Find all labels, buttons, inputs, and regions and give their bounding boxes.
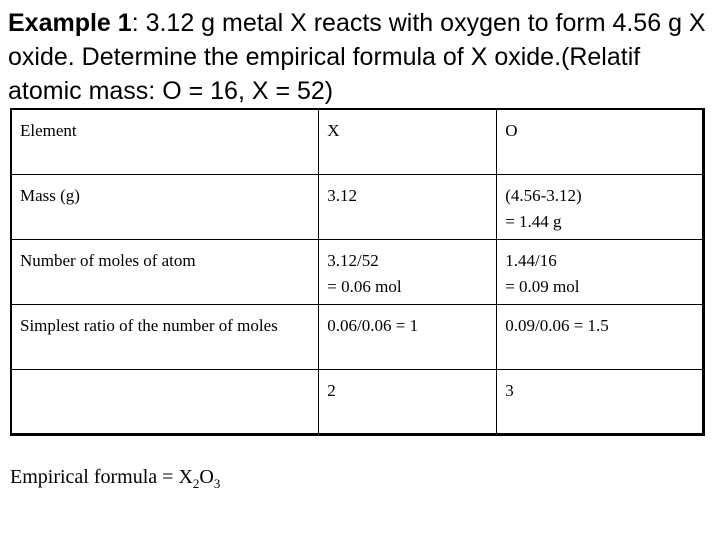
empirical-formula — [10, 466, 220, 492]
table-cell — [319, 239, 497, 304]
cell-line: = 0.09 mol — [505, 276, 580, 296]
table-cell: 2 — [319, 369, 497, 434]
table-row — [11, 109, 704, 174]
table-cell: X — [319, 109, 497, 174]
table-cell: Mass (g) — [11, 174, 319, 239]
table-cell: Number of moles of atom — [11, 239, 319, 304]
table-cell: 0.09/0.06 = 1.5 — [497, 304, 704, 369]
table-cell: Element — [11, 109, 319, 174]
problem-text: : 3.12 g metal X reacts with oxygen to form 4.56 g X oxide. Determine the empirical formula of X oxide.(Relatif atomic mass: O = 16, X = 52) — [8, 9, 706, 105]
table-cell — [497, 174, 704, 239]
formula-oxygen: O — [199, 466, 214, 488]
table-row — [11, 369, 704, 434]
table-cell: 3 — [497, 369, 704, 434]
cell-line: (4.56-3.12) — [505, 185, 582, 205]
table-cell: 3.12 — [319, 174, 497, 239]
cell-line: 1.44/16 — [505, 250, 557, 270]
table-row — [11, 239, 704, 304]
table-cell: Simplest ratio of the number of moles — [11, 304, 319, 369]
cell-line: = 1.44 g — [505, 211, 562, 231]
cell-line: 3.12/52 — [327, 250, 379, 270]
formula-subscript-x: 2 — [192, 476, 200, 491]
table-cell: 0.06/0.06 = 1 — [319, 304, 497, 369]
table-cell: O — [497, 109, 704, 174]
cell-line: = 0.06 mol — [327, 276, 402, 296]
formula-subscript-o: 3 — [213, 476, 221, 491]
calculation-table — [10, 108, 705, 436]
table-row — [11, 174, 704, 239]
table-cell — [497, 239, 704, 304]
formula-label: Empirical formula = X — [10, 466, 193, 488]
problem-statement — [8, 6, 720, 108]
table-row — [11, 304, 704, 369]
table-cell — [11, 369, 319, 434]
example-label: Example 1 — [8, 9, 132, 37]
